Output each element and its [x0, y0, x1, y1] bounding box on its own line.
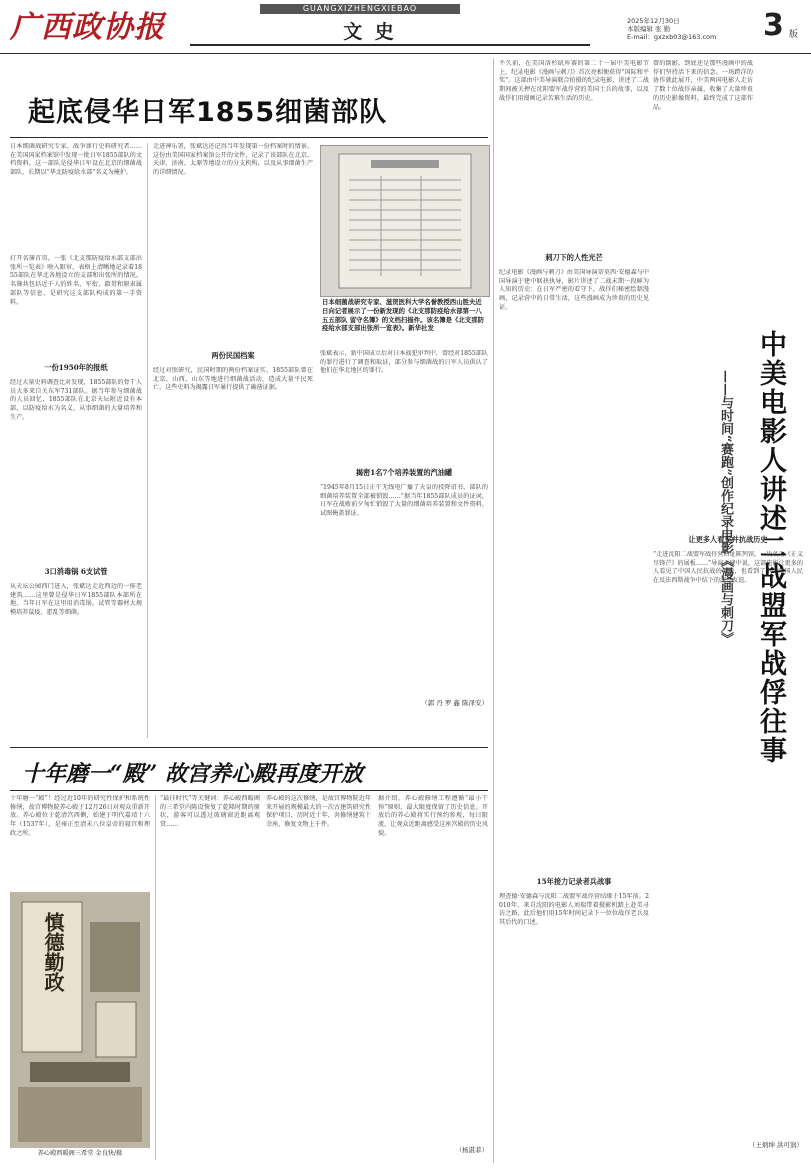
date-block — [627, 17, 747, 41]
sidebar-col-a-body: 不久前，在美国洛杉矶库赛的第二十一届中美电影节上，纪录电影《漫画与刺刀》首次亮相便获得“国际和平奖”。这部由中美导演联合拍摄的纪录电影，讲述了二战期间被关押在沈阳盟军战俘营的美国士兵的故事，以及战俘们用漫画记录苦难生活的历史。 — [499, 60, 649, 102]
sidebar-byline: （王炳坤 洪可润） — [748, 1141, 803, 1149]
sidebar-column-a — [499, 60, 649, 1160]
subhead-1950-newspaper: 一份1950年的报纸 — [44, 363, 108, 372]
page-suffix: 版 — [789, 30, 799, 40]
sidebar-col-b-body: 曾的倒影，到底还是那些漫画中的战俘们坚持活下来的信念。一场跨洋的协作就此展开，中美两国电影人走访了数十位战俘亲属，收集了大量珍贵的历史影像资料，最终完成了这部作品。 — [653, 60, 753, 111]
bottom-headline: 十年磨一“殿” 故宫养心殿再度开放 — [22, 761, 363, 787]
sidebar-vertical-subhead: ——与时间“赛跑”创作纪录电影《漫画与刺刀》 — [718, 370, 733, 645]
main-col2-body-2: 经过对照研究，民国时期的两份档案证实，1855部队曾在北京、山西、山东等地进行细菌战活动，造成大量平民死亡，这些史料为揭露日军暴行提供了确凿证据。 — [153, 367, 313, 392]
page-number: 3 — [763, 8, 784, 43]
subhead-let-more-see: 让更多人看见并抗战历史 — [688, 535, 768, 544]
main-col1-body: 打开名簿首页，一张《北支那防疫给水部支部出张所一览表》映入眼帘，表格上清晰地记录着1855部队在华北各地设立的支部和出张所的情况。名簿共包括近千人的姓名、军衔、籍贯和原隶属部队等信息，是研究这支部队构成的第一手资料。 — [10, 255, 142, 306]
bottom-headline-rule — [10, 790, 488, 791]
sidebar-column-d — [653, 535, 803, 1163]
main-column-3 — [320, 350, 488, 738]
subhead-culture-tanks: 揭密1名7个培养装置的汽油罐 — [355, 468, 453, 477]
editor-email: E-mail：gxzxb03@163.com — [627, 33, 717, 41]
bottom-col2-body: “最佳时代”等关键词：养心殿西暖阁的三希堂内陈设恢复了乾隆时期的原状，游客可以透过玻璃窗近距离观赏…… — [160, 795, 260, 829]
illustration-calligraphy: 慎德勤政 — [41, 912, 65, 992]
sidebar-col-b-body-2: “走进沈阳二战盟军战俘营旧址陈列馆，一块名为《正义尽锋芒》的展板……”导演于建中说，这部电影让更多的人看见了中国人民抗战的历史，也看到了中美两国人民在反法西斯战争中结下的深厚友谊。 — [653, 551, 803, 585]
main-col2-body: 走进神乐署，张斌达还记得当年发现第一份档案时的情景。这份由美国国家档案馆公开的文件，记录了该部队在北京、天津、济南、太原等地设立的分支机构，以及从事细菌生产的详细情况。 — [153, 143, 313, 177]
headline-rule — [10, 137, 488, 138]
masthead-underline — [190, 44, 590, 46]
bottom-photo-caption: 养心殿西暖阁三希堂 金良快/摄 — [10, 1148, 150, 1160]
bottom-col4-body: 据介绍，养心殿修缮工程遵循“最小干预”原则，最大限度保留了历史信息。开放后的养心殿将实行预约参观，每日限流，让观众近距离感受这座宫殿的历史风貌。 — [378, 795, 488, 837]
main-col3-body-2: “1945年8月15日正午无线电广播了天皇的投降诏书，部队的细菌培养装置全部被销毁……”据当年1855部队成员的证词，日军在战败前夕匆忙销毁了大量的细菌培养装置和文件资料，试图掩盖罪证。 — [320, 484, 488, 518]
subhead-15-years: 15年接力记录者兵战事 — [536, 877, 612, 886]
main-col1-body-2: 经过大量史料调查比对发现，1855部队的骨干人员大多来自关东军731部队。据当年参与细菌战的人员回忆，1855部队在北京天坛附近设有本部，以防疫给水为名义，从事细菌的大量培养和生产。 — [10, 379, 142, 421]
sidebar-column-b — [653, 60, 753, 500]
section-title: 文 史 — [343, 21, 397, 43]
subhead-sterilizer-tubes: 3口消毒锅 6支试管 — [44, 567, 108, 576]
subhead-two-archives: 两份民国档案 — [211, 351, 255, 360]
masthead-bottom-rule — [0, 53, 811, 54]
main-col3-body: 张斌表示，新中国成立后对日本战犯审判中，曾经对1855部队的罪行进行了调查和取证，部分参与细菌战的日军人员供认了他们在华北地区的罪行。 — [320, 350, 488, 375]
main-byline: （郭 丹 罗 鑫 陈泽安） — [421, 699, 488, 707]
main-lead-paragraph: 日本细菌战研究专家、战争罪行史料研究者……在美国国家档案馆中发现一批日军1855部队的文档资料，这一部队是侵华日军设在北京的细菌战部队，长期以“华北防疫给水部”名义为掩护。 — [10, 143, 142, 177]
sidebar-col-c-body: 理查德·安德森与沈阳二战盟军战俘营结缘于15年前。2010年，来自沈阳的电影人刘瑞带着摄影机踏上赴美寻访之路，此后他们用15年时间记录下一位位战俘老兵及其后代的口述。 — [499, 893, 649, 927]
bottom-lead: 十年磨一“殿”！经过近10年的研究性保护和系统性修缮，故宫博物院养心殿于12月26日对观众重新开放。养心殿位于乾清宫西侧，始建于明代嘉靖十六年（1537年），是雍正至清末八位皇帝的寝宫和理政之所。 — [10, 795, 150, 837]
bottom-divider-1 — [155, 795, 156, 1160]
bottom-column-1 — [10, 795, 150, 885]
paper-name-logo — [8, 6, 188, 46]
subhead-humanity: 刺刀下的人性光芒 — [545, 253, 603, 262]
issue-date: 2025年12月30日 — [627, 17, 680, 25]
archive-photo-caption: 日本细菌战研究专家、滋贺医科大学名誉教授西山胜夫近日向记者展示了一份新发现的《北支那防疫给水部第一八五五部队 留守名簿》的文档扫描件。该名簿是《北支那防疫给水部支部出张所一览表》。新华社发 — [322, 298, 484, 333]
palace-illustration — [10, 892, 150, 1160]
bottom-byline: （杨湛菲） — [455, 1146, 488, 1154]
svg-text:广西政协报: 广西政协报 — [10, 10, 165, 45]
main-column-2 — [153, 143, 313, 738]
bottom-col3-body: 养心殿的这次修缮，是故宫博物院近年来开展的规模最大的一次古建筑研究性保护项目，历时近十年，共修缮建筑十余座，修复文物上千件。 — [266, 795, 371, 829]
sidebar-col-a-body-2: 纪录电影《漫画与刺刀》由美国导演蒂莫西·安德森与中国导演于建中联袂执导，影片讲述了二战末期一段鲜为人知的历史：在日军严密的看守下，战俘们秘密绘制漫画，记录营中的日常生活，这些漫画成为珍贵的历史见证。 — [499, 269, 649, 311]
sidebar-vertical-headline: 中美电影人讲述二战盟军战俘往事 — [755, 330, 786, 765]
masthead-pinyin: GUANGXIZHENGXIEBAO — [260, 4, 460, 14]
main-headline: 起底侵华日军1855细菌部队 — [28, 97, 388, 128]
bottom-column-4 — [378, 795, 488, 1154]
archive-document-photo — [320, 145, 490, 297]
bottom-column-2 — [160, 795, 260, 1160]
bottom-column-3 — [266, 795, 371, 1160]
sidebar-divider — [493, 58, 494, 1163]
main-col1-body-3: 从天坛公园西门进入，张斌达走近西边的一排老建筑……这里曾是侵华日军1855部队本部所在地，当年日军在这里用消毒锅、试管等器材大规模培养鼠疫、霍乱等细菌。 — [10, 583, 142, 617]
page-editor: 本版编辑 张 勤 — [627, 25, 671, 33]
main-column-1 — [10, 143, 142, 738]
bottom-article-top-rule — [10, 747, 488, 748]
masthead — [0, 0, 811, 55]
column-divider — [147, 143, 148, 738]
